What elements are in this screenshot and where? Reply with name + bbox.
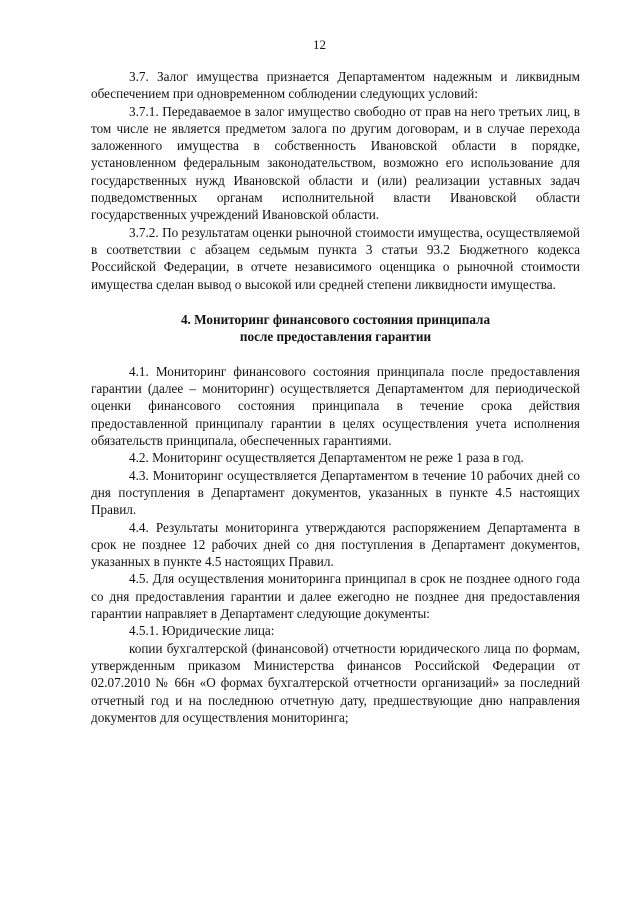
paragraph-3-7: 3.7. Залог имущества признается Департаментом надежным и ликвидным обеспечением при одновременном соблюдении следующих условий:: [91, 69, 580, 102]
section-heading-line-1: 4. Мониторинг финансового состояния принципала: [180, 311, 491, 327]
section-heading-line-2: после предоставления гарантии: [239, 329, 432, 345]
page-number: 12: [313, 37, 326, 52]
paragraph-4-3: 4.3. Мониторинг осуществляется Департаментом в течение 10 рабочих дней со дня поступления в Департамент документов, указанных в пункте 4.5 настоящих Правил.: [91, 467, 580, 518]
section-heading: [91, 311, 580, 346]
paragraph-4-1: 4.1. Мониторинг финансового состояния принципала после предоставления гарантии (далее – мониторинг) осуществляется Департаментом для периодической оценки финансового состояния принципала в течение срока действия предоставленной принципалу гарантии в целях осуществления учета исполнения обязательств принципала, обеспеченных гарантиями.: [91, 363, 580, 449]
paragraph-3-7-2: 3.7.2. По результатам оценки рыночной стоимости имущества, осуществляемой в соответствии с абзацем седьмым пункта 3 статьи 93.2 Бюджетного кодекса Российской Федерации, в отчете независимого оценщика о рыночной стоимости имущества сделан вывод о высокой или средней степени ликвидности имущества.: [91, 224, 580, 292]
paragraph-4-4: 4.4. Результаты мониторинга утверждаются распоряжением Департамента в срок не позднее 12 рабочих дней со дня поступления в Департамент документов, указанных в пункте 4.5 настоящих Правил.: [91, 519, 580, 570]
paragraph-4-5: 4.5. Для осуществления мониторинга принципал в срок не позднее одного года со дня предоставления гарантии и далее ежегодно не позднее дня предоставления гарантии направляет в Департамент следующие документы:: [91, 571, 580, 622]
paragraph-legal-entities-reporting: копии бухгалтерской (финансовой) отчетности юридического лица по формам, утвержденным приказом Министерства финансов Российской Федерации от 02.07.2010 № 66н «О формах бухгалтерской отчетности организаций» за последний отчетный год и на последнюю отчетную дату, предшествующие дню направления документов для осуществления мониторинга;: [91, 640, 580, 725]
paragraph-4-5-1: 4.5.1. Юридические лица:: [129, 623, 275, 639]
paragraph-3-7-1: 3.7.1. Передаваемое в залог имущество свободно от прав на него третьих лиц, в том числе не является предметом залога по другим договорам, и в случае перехода заложенного имущества в собственность Ивановской области в порядке, установленном федеральным законодательством, возможно его использование для государственных нужд Ивановской области и (или) реализации уставных задач подведомственных органам исполнительной власти Ивановской области государственных учреждений Ивановской области.: [91, 103, 580, 223]
document-body: [91, 68, 580, 726]
paragraph-4-2: 4.2. Мониторинг осуществляется Департаментом не реже 1 раза в год.: [129, 450, 524, 466]
